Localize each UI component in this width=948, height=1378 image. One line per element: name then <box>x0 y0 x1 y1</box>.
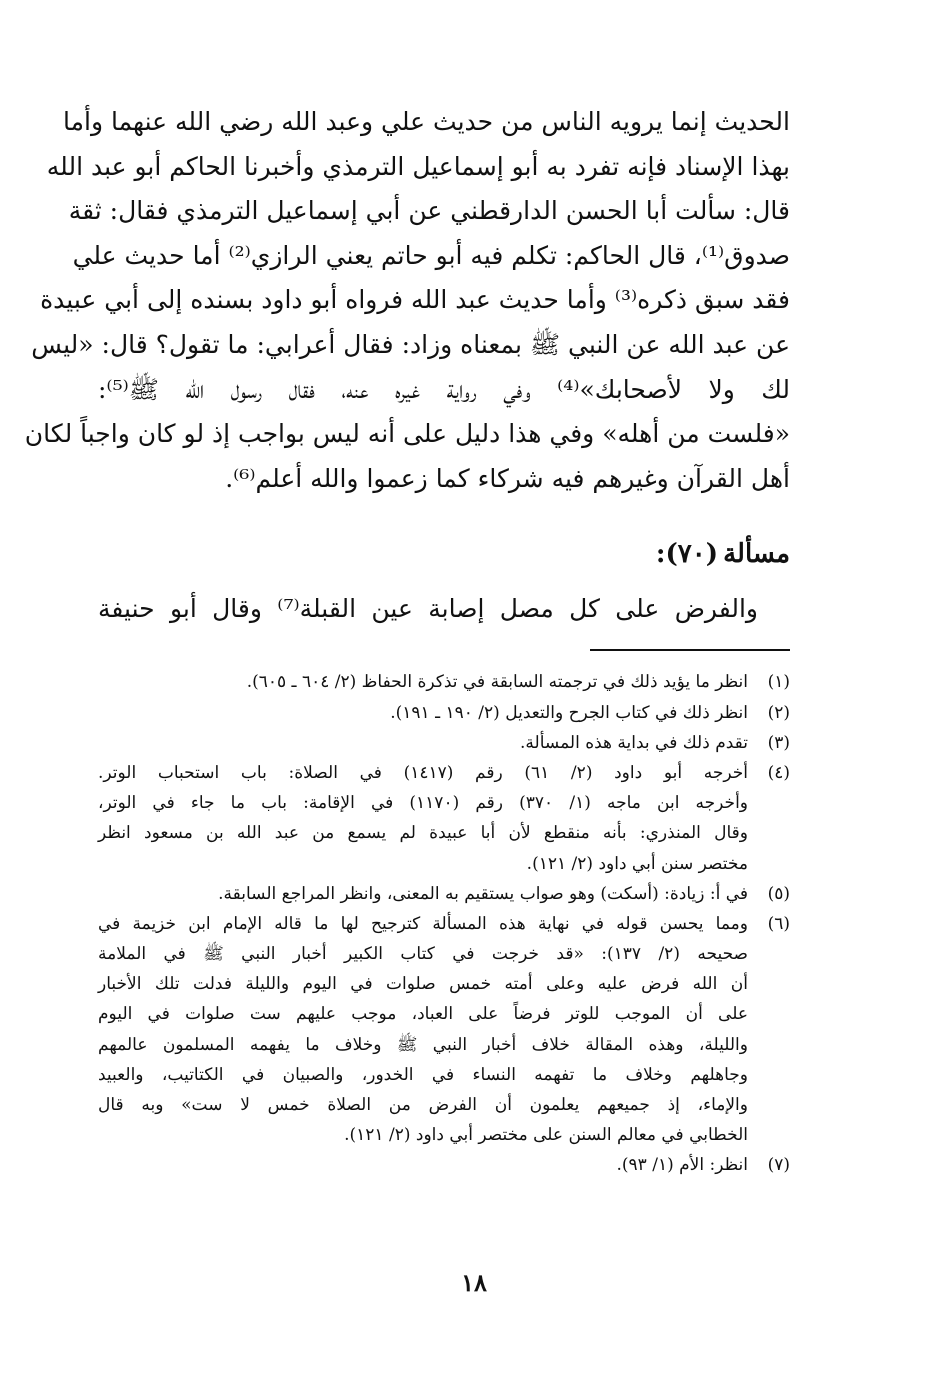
footnote-number: (٦) <box>767 913 790 934</box>
paragraph-line: عن عبد الله عن النبي ﷺ بمعناه وزاد: فقال أعرابي: ما تقول؟ قال: «ليس <box>31 329 790 359</box>
footnote-line: الخطابي في معالم السنن على مختصر أبي داود (٢/ ١٢١). <box>344 1125 748 1146</box>
paragraph-line: لك ولا لأصحابك»⁽⁴⁾ وفي رواية غيره عنه، فقال رسول الله ﷺ⁽⁵⁾: <box>98 374 790 404</box>
section-heading <box>98 531 790 577</box>
footnote-line: على أن الموجب للوتر فرضاً على العباد، موجب عليهم ست صلوات في اليوم <box>98 1004 748 1025</box>
footnote-line: في أ: زيادة: (أسكت) وهو صواب يستقيم به المعنى، وانظر المراجع السابقة. <box>218 883 748 904</box>
footnote-line: والإماء، إذ جميعهم يعلمون أن الفرض من الصلاة خمس لا ست» وبه قال <box>98 1095 748 1116</box>
footnote-line: أخرجه أبو داود (٢/ ٦١) رقم (١٤١٧) في الصلاة: باب استحباب الوتر. <box>98 762 748 783</box>
main-paragraph <box>24 100 790 501</box>
footnote-line: أن الله فرض عليه وعلى أمته خمس صلوات في اليوم والليلة فدلت تلك الأخبار <box>98 974 748 995</box>
footnote <box>98 879 790 909</box>
paragraph-line: أهل القرآن وغيرهم فيه شركاء كما زعموا والله أعلم⁽⁶⁾. <box>225 463 790 493</box>
footnote-number: (٧) <box>767 1155 790 1176</box>
section-heading-number: (٧٠): <box>655 539 718 570</box>
footnote <box>98 698 790 728</box>
footnote-line: انظر: الأم (١/ ٩٣). <box>616 1155 748 1176</box>
footnote <box>98 1150 790 1180</box>
footnote-text <box>98 909 748 1151</box>
footnote <box>98 728 790 758</box>
paragraph-line: صدوق⁽¹⁾، قال الحاكم: تكلم فيه أبو حاتم يعني الرازي⁽²⁾ أما حديث علي <box>72 240 790 270</box>
footnote-line: ومما يحسن قوله في نهاية هذه المسألة كترجيح لها ما قاله الإمام ابن خزيمة في <box>98 913 748 934</box>
footnote-line: صحيحه (٢/ ١٣٧): «قد خرجت في كتاب الكبير أخبار النبي ﷺ في الملامة <box>98 944 748 965</box>
paragraph-line: الحديث إنما يرويه الناس من حديث علي وعبد الله رضي الله عنهما وأما <box>63 107 790 136</box>
footnote-line: وقال المنذري: بأنه منقطع لأن أبا عبيدة لم يسمع من عبد الله بن مسعود انظر <box>98 823 748 844</box>
paragraph-line: بهذا الإسناد فإنه تفرد به أبو إسماعيل الترمذي وأخبرنا الحاكم أبو عبد الله <box>46 151 790 181</box>
footnote-text <box>98 758 748 879</box>
footnote-line: وأخرجه ابن ماجه (١/ ٣٧٠) رقم (١١٧٠) في الإقامة: باب ما جاء في الوتر، <box>98 793 749 814</box>
footnote-text <box>98 879 748 909</box>
footnotes <box>98 667 790 1180</box>
footnote-text <box>98 667 748 697</box>
paragraph-line: «فلست من أهله» وفي هذا دليل على أنه ليس بواجب إذ لو كان واجباً لكان <box>24 419 790 449</box>
footnote-line: مختصر سنن أبي داود (٢/ ١٢١). <box>526 853 748 874</box>
footnote <box>98 909 790 1151</box>
footnote-line: والليلة، وهذه المقالة خلاف أخبار النبي ﷺ وخلاف ما يفهمه المسلمون عالمهم <box>98 1034 748 1055</box>
footnote-number: (١) <box>767 672 790 693</box>
footnote-line: تقدم ذلك في بداية هذه المسألة. <box>520 732 748 753</box>
footnote <box>98 667 790 697</box>
book-page <box>24 100 790 1181</box>
footnote-number: (٢) <box>767 702 790 723</box>
footnote-text <box>98 728 748 758</box>
footnote-line: وجاهلهم وخلاف ما تفهمه النساء في الخدور، والصبيان في الكتاتيب، والعبيد <box>98 1064 748 1085</box>
section-heading-label: مسألة <box>723 539 790 570</box>
page-number: ١٨ <box>461 1268 487 1297</box>
footnote-text <box>98 698 748 728</box>
paragraph-line: قال: سألت أبا الحسن الدارقطني عن أبي إسماعيل الترمذي فقال: ثقة <box>68 196 790 226</box>
footnote-number: (٤) <box>767 762 790 783</box>
section-first-line: والفرض على كل مصل إصابة عين القبلة⁽⁷⁾ وقال أبو حنيفة <box>98 594 758 624</box>
footnote-number: (٣) <box>767 732 790 753</box>
paragraph-line: فقد سبق ذكره⁽³⁾ وأما حديث عبد الله فرواه أبو داود بسنده إلى أبي عبيدة <box>40 285 790 315</box>
footnote-number: (٥) <box>767 883 790 904</box>
footnote-line: انظر ما يؤيد ذلك في ترجمته السابقة في تذكرة الحفاظ (٢/ ٦٠٤ ـ ٦٠٥). <box>246 672 748 693</box>
footnote <box>98 758 790 879</box>
footnote-text <box>98 1150 748 1180</box>
footnote-line: انظر ذلك في كتاب الجرح والتعديل (٢/ ١٩٠ ـ ١٩١). <box>390 702 748 723</box>
footnote-separator <box>590 649 790 651</box>
